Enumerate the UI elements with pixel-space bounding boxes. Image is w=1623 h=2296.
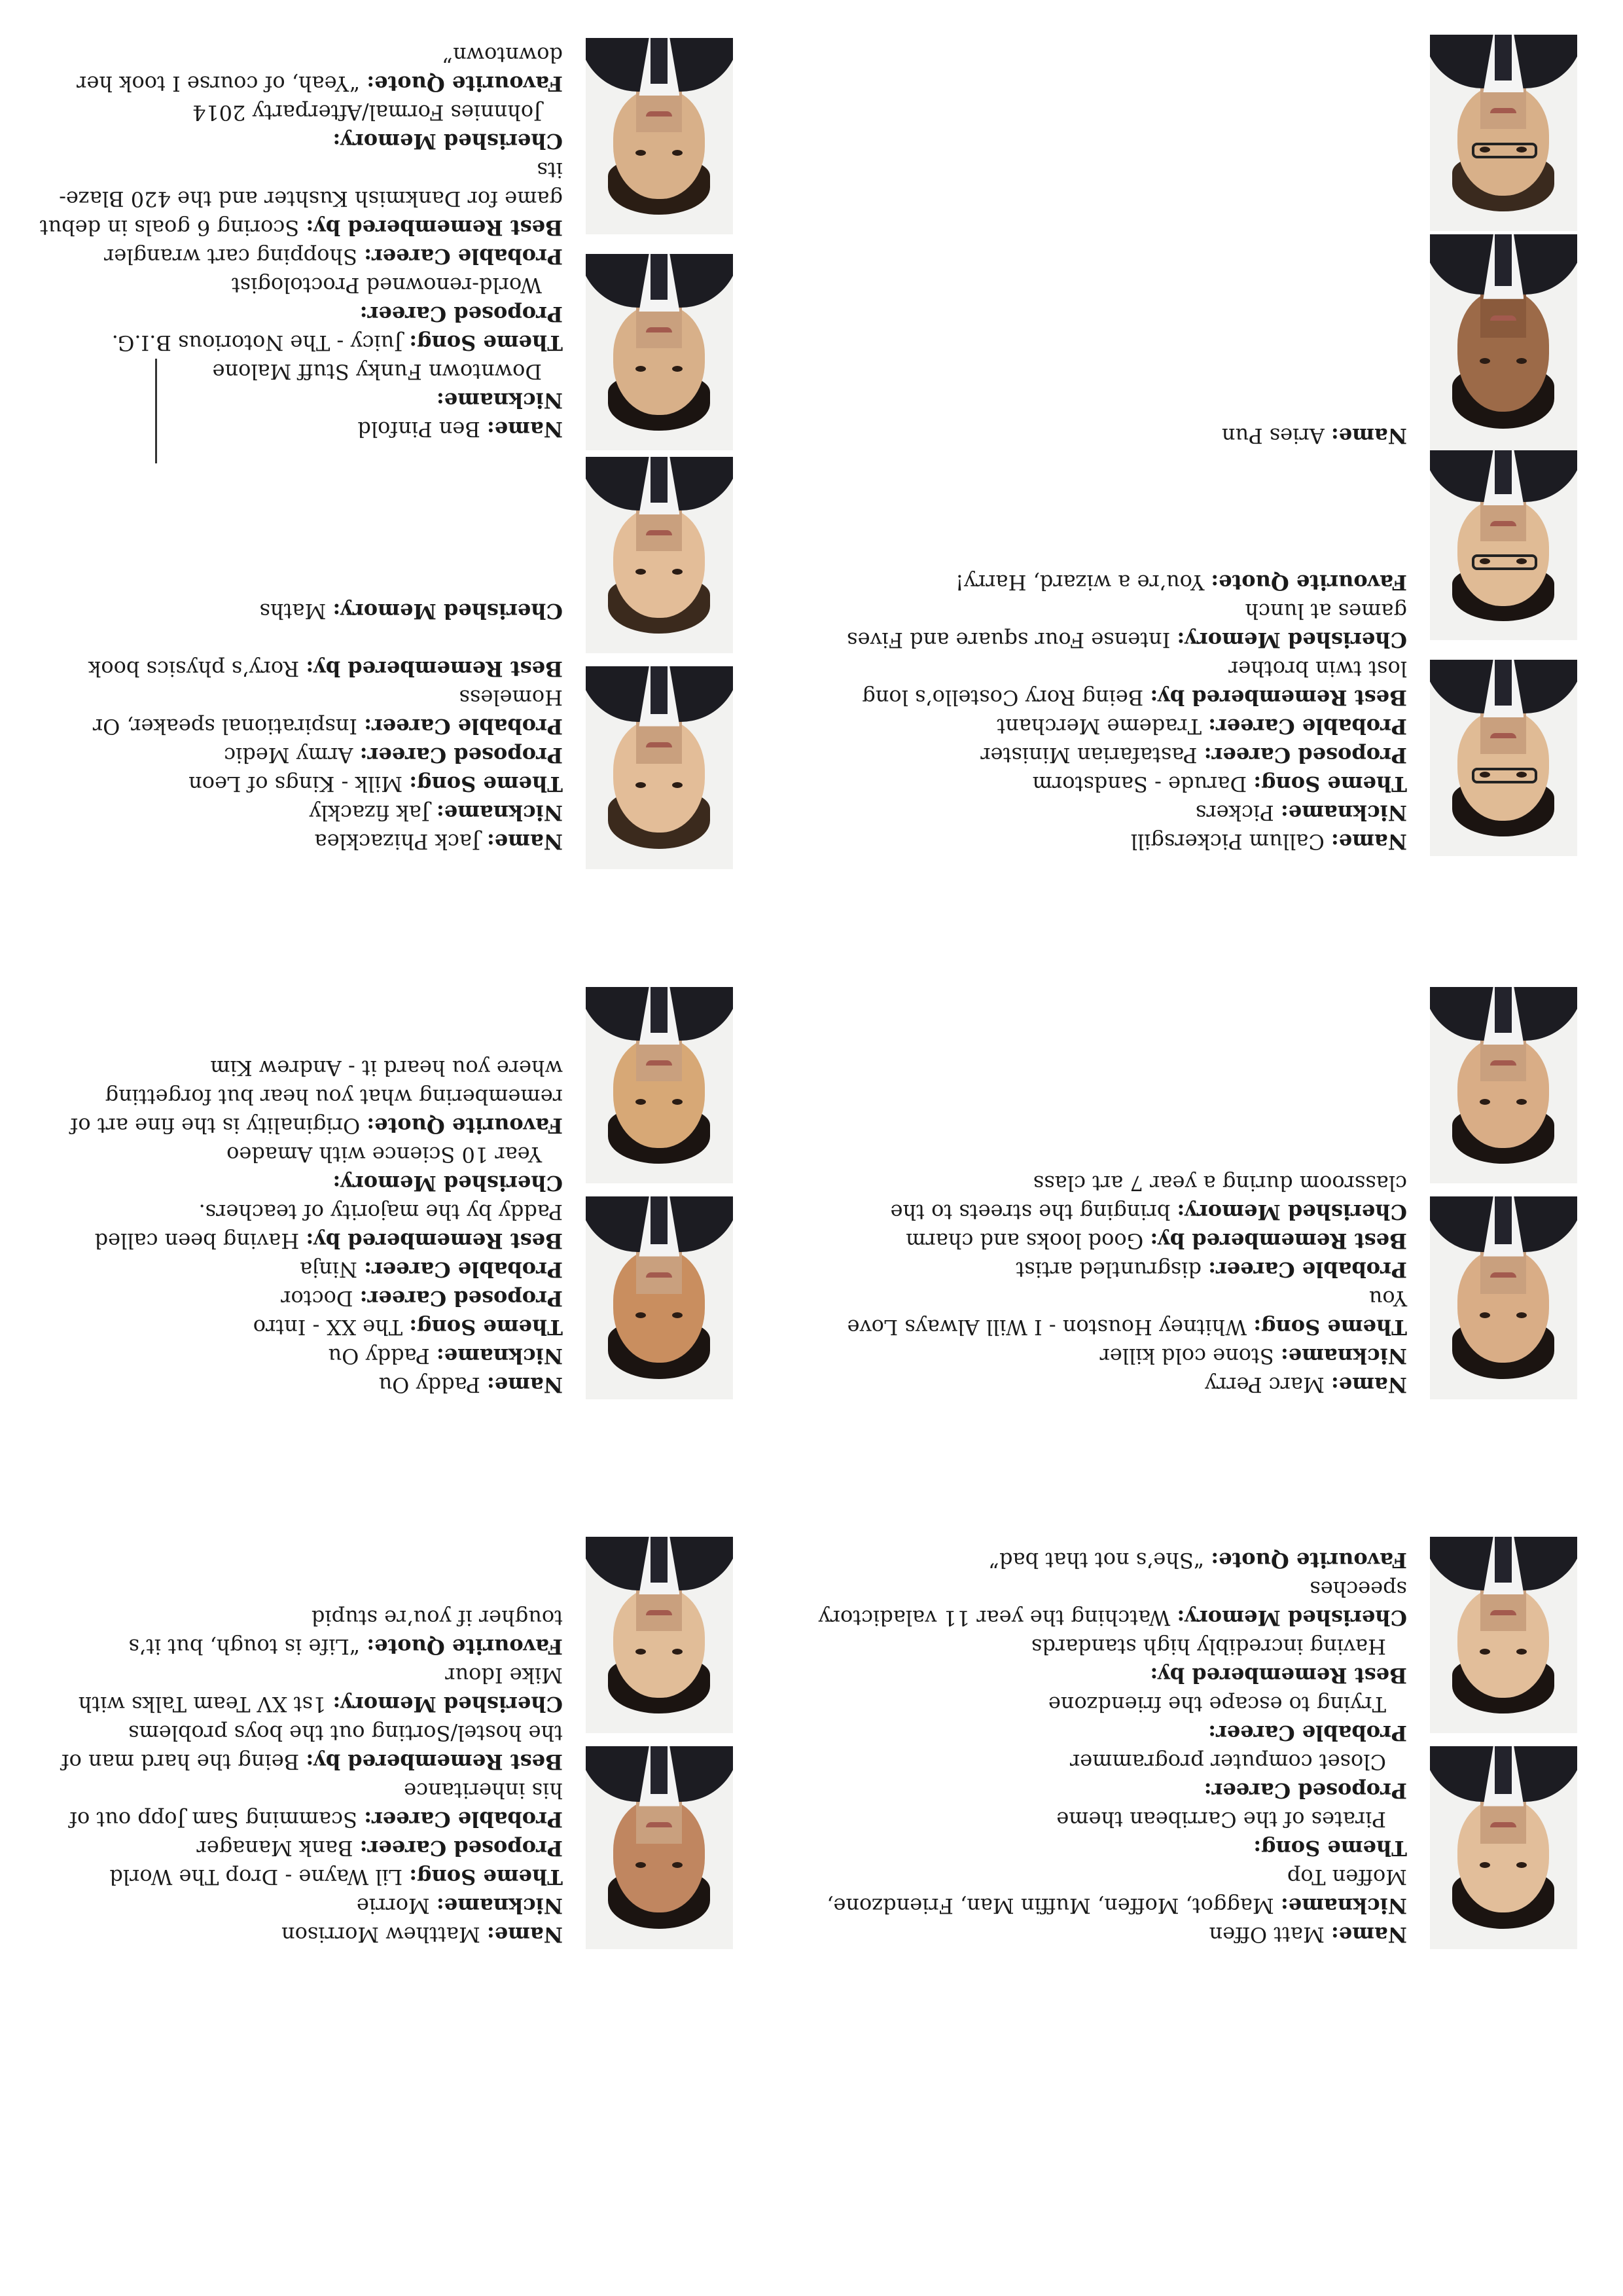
student-photo-matthew-morrison xyxy=(586,1746,733,1949)
student-name: Matt Offen xyxy=(1209,1922,1325,1947)
student-entry-matthew-morrison: Name: Matthew Morrison Nickname: Morrie Theme Song: Lil Wayne - Drop The World Proposed Career: Bank Manager Probable Career: Scamming Sam Jopp out of his inheritance Best Remembered by: Being the hard man of the hostel/Sorting out the boys problems Cherished Memory: 1st XV Team Talks with Mike Idour Favourite Quote: “Life is tough, but it’s tougher if you’re stupid xyxy=(61,1605,563,1947)
student-photo-callum-pickersgill-alt xyxy=(1430,450,1577,640)
student-entry-callum-pickersgill: Name: Callum Pickersgill Nickname: Pickers Theme Song: Darude - Sandstorm Proposed Career: Pastafarian Minister Probable Career: Trademe Merchant Best Remembered by: Being Rory Costello’s long lost twin brother Cherished Memory: Intense Four square and Fives games at lunch Favourite Quote: You’re a wizard, Harry! xyxy=(847,570,1407,854)
student-entry-marc-perry: Name: Marc Perry Nickname: Stone cold killer Theme Song: Whitney Houston - I Will Always Love You Probable Career: disgruntled artist Best Remembered by: Good looks and charm Cherished Memory: bringing the streets to the classroom during a year 7 art class xyxy=(847,1171,1407,1397)
student-photo-paddy-ou-alt xyxy=(586,987,733,1183)
student-photo-matt-offen-alt xyxy=(1430,1537,1577,1733)
student-photo-ben-pinfold-main xyxy=(586,254,733,450)
student-name: Aries Pun xyxy=(1221,423,1325,448)
student-photo-marc-perry-alt xyxy=(1430,987,1577,1183)
student-name: Jack Phizacklea xyxy=(314,829,480,854)
student-photo-marc-perry xyxy=(1430,1196,1577,1399)
student-name: Paddy Ou xyxy=(378,1372,480,1397)
student-photo-matthew-morrison-alt xyxy=(586,1537,733,1733)
student-name: Matthew Morrison xyxy=(281,1922,480,1947)
student-entry-aries-pun: Name: Aries Pun xyxy=(1221,423,1407,448)
student-name: Marc Perry xyxy=(1204,1372,1325,1397)
student-photo-ben-pinfold-alt xyxy=(586,38,733,234)
student-photo-aries-pun xyxy=(1430,234,1577,450)
student-photo-callum-pickersgill xyxy=(1430,660,1577,856)
student-name: Ben Pinfold xyxy=(357,417,480,442)
student-photo-jack-phizacklea-alt xyxy=(586,457,733,653)
student-name: Callum Pickersgill xyxy=(1130,829,1325,854)
student-entry-jack-phizacklea: Name: Jack Phizacklea Nickname: Jak fizackly Theme Song: Milk - Kings of Leon Proposed Career: Army Medic Probable Career: Inspirational speaker, Or Homeless Best Remembered by: Rory’s physics book Cherished Memory: Maths xyxy=(88,599,563,854)
scan-mark xyxy=(155,359,157,463)
student-entry-matt-offen: Name: Matt Offen Nickname: Maggot, Moffen, Muffin Man, Friendzone, Moffen Top Theme Song: Pirates of the Carribean theme Proposed Career: Closet computer programmer Probable Career: Trying to escape the friendzone Best Remembered by: Having incredibly high standards Cherished Memory: Watching the year 11 valadictory speeches Favourite Quote: “She’s not that bad” xyxy=(818,1548,1407,1947)
student-photo-matt-offen xyxy=(1430,1746,1577,1949)
student-photo-ben-pinfold xyxy=(1430,35,1577,231)
student-entry-paddy-ou: Name: Paddy Ou Nickname: Paddy Ou Theme Song: The XX - Intro Proposed Career: Doctor Probable Career: Ninja Best Remembered by: Having been called Paddy by the majority of teachers. Cherished Memory: Year 10 Science with Amadeo Favourite Quote: Originality is the fine art of remembering what you hear but forgetting where you heard it - Andrew Kim xyxy=(70,1056,563,1397)
student-photo-paddy-ou xyxy=(586,1196,733,1399)
student-entry-benp: Name: Ben Pinfold Nickname: Downtown Funky Stuff Malone Theme Song: Juicy - The Notorious B.I.G. Proposed Career: World-renowned Proctologist Probable Career: Shopping cart wrangler Best Remembered by: Scoring 6 goals in debut game for Dankmish Kushter and the 420 Blaze-its Cherished Memory: Johnnies Formal/Afterparty 2014 Favourite Quote: “Yeah, of course I took her downtown” xyxy=(39,43,563,442)
student-photo-jack-phizacklea xyxy=(586,666,733,869)
